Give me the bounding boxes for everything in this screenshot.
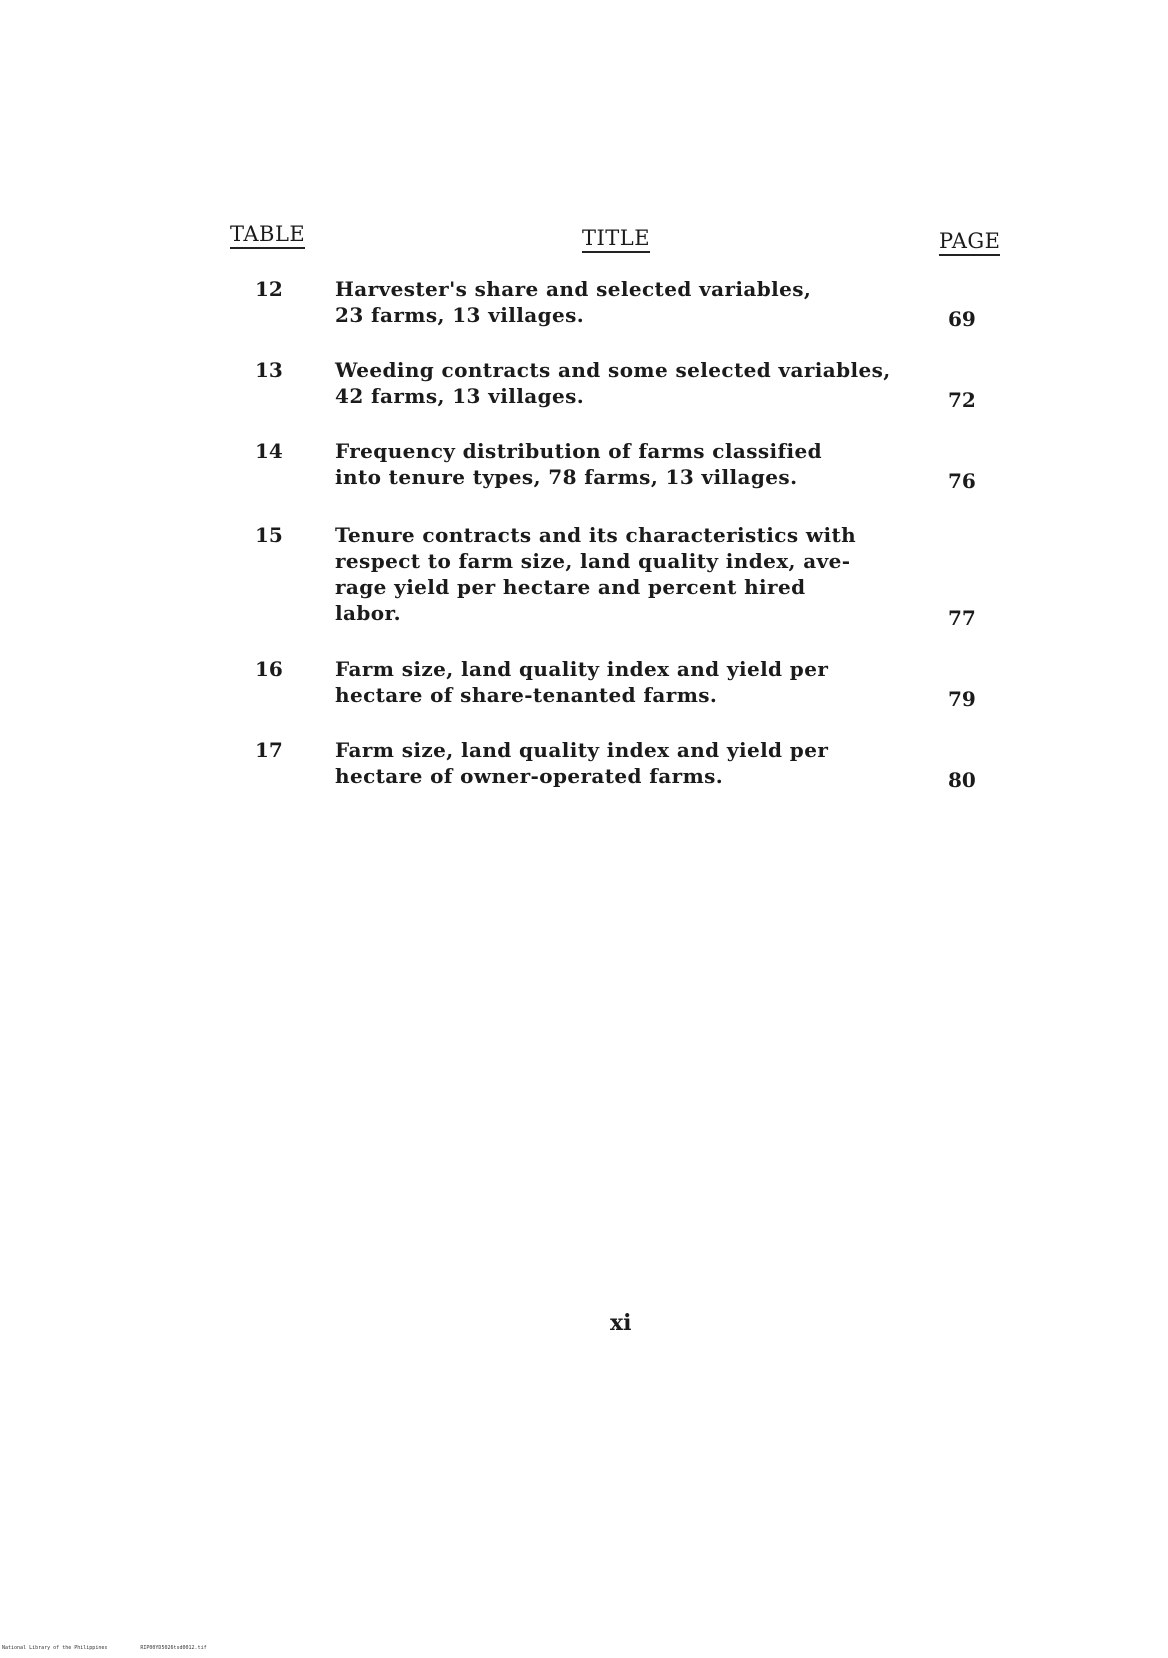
table-title-line: labor. [335, 601, 401, 625]
table-number: 15 [255, 523, 283, 547]
page-number: 72 [948, 388, 976, 412]
table-title [335, 737, 915, 789]
page-folio: xi [610, 1310, 632, 1336]
table-number: 14 [255, 439, 283, 463]
table-title-line: rage yield per hectare and percent hired [335, 575, 806, 599]
column-header-table: TABLE [230, 222, 305, 249]
table-title-line: hectare of owner-operated farms. [335, 764, 724, 788]
table-title-line: Frequency distribution of farms classified [335, 439, 823, 463]
table-title-line: 42 farms, 13 villages. [335, 384, 585, 408]
table-title-line: into tenure types, 78 farms, 13 villages. [335, 465, 798, 489]
table-number: 17 [255, 738, 283, 762]
table-title [335, 656, 915, 708]
table-title [335, 357, 915, 409]
table-title [335, 438, 915, 490]
table-title-line: Weeding contracts and some selected variables, [335, 358, 891, 382]
page-number: 77 [948, 606, 976, 630]
page-number: 80 [948, 768, 976, 792]
table-title-line: 23 farms, 13 villages. [335, 303, 585, 327]
page-number: 79 [948, 687, 976, 711]
table-title [335, 522, 915, 626]
table-number: 16 [255, 657, 283, 681]
table-title-line: Tenure contracts and its characteristics with [335, 523, 857, 547]
table-title-line: Harvester's share and selected variables, [335, 277, 812, 301]
footer-filename: RIP00YD5026tsd0012.tif [140, 1645, 207, 1651]
table-number: 13 [255, 358, 283, 382]
column-header-page: PAGE [939, 229, 1000, 256]
table-title [335, 276, 915, 328]
scan-footer [2, 1645, 237, 1651]
table-title-line: Farm size, land quality index and yield per [335, 657, 829, 681]
page-number: 76 [948, 469, 976, 493]
column-header-title: TITLE [582, 226, 650, 253]
table-title-line: respect to farm size, land quality index, ave- [335, 549, 851, 573]
page-number: 69 [948, 307, 976, 331]
footer-library: National Library of the Philippines [2, 1645, 108, 1651]
table-number: 12 [255, 277, 283, 301]
table-title-line: hectare of share-tenanted farms. [335, 683, 718, 707]
table-title-line: Farm size, land quality index and yield per [335, 738, 829, 762]
